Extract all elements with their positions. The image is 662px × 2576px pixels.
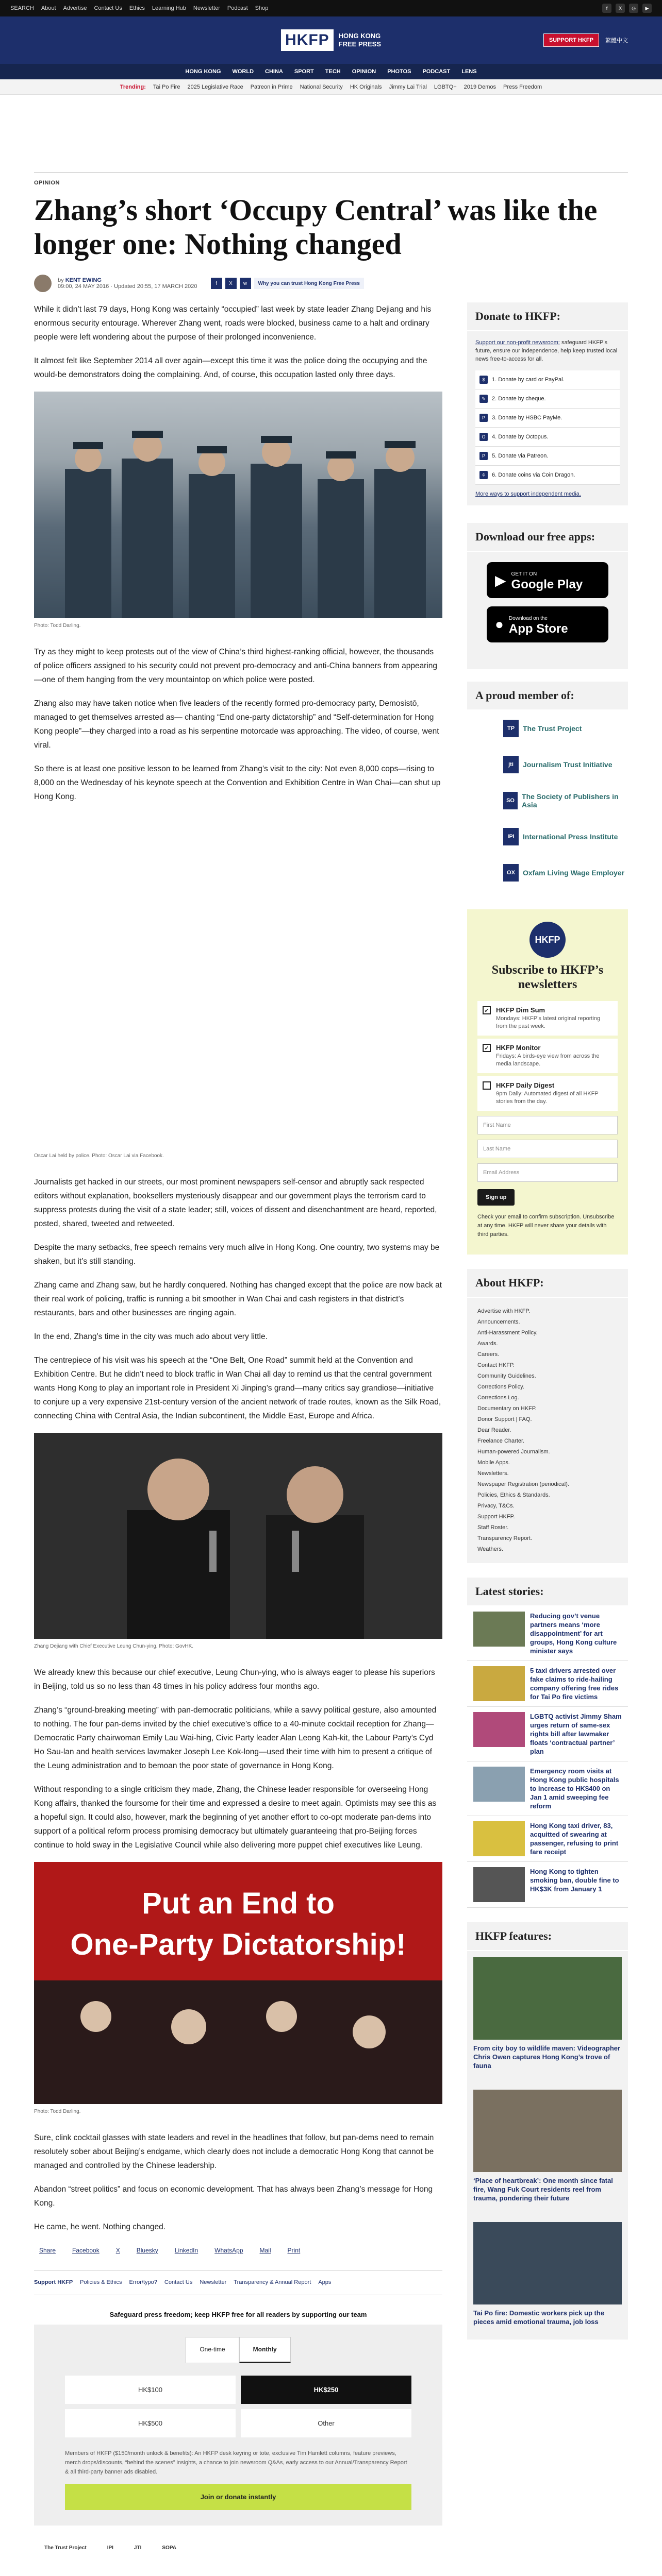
about-link[interactable]: Staff Roster. xyxy=(477,1524,509,1531)
about-link[interactable]: Awards. xyxy=(477,1341,498,1347)
hkfp-badge-icon: HKFP xyxy=(529,922,566,958)
photo-caption: Oscar Lai held by police. Photo: Oscar Lai via Facebook. xyxy=(34,1153,164,1159)
ipi-icon: IPI xyxy=(503,828,519,845)
amount-option[interactable]: Other xyxy=(241,2409,411,2437)
transparency-link[interactable]: Transparency & Annual Report xyxy=(234,2279,311,2285)
features-title: HKFP features: xyxy=(467,1922,628,1951)
support-button[interactable]: SUPPORT HKFP xyxy=(543,33,599,47)
sopa-logo[interactable]: SOPA xyxy=(162,2545,176,2551)
first-name-field[interactable]: First Name xyxy=(477,1116,618,1134)
donate-intro-link[interactable]: Support our non-profit newsroom: xyxy=(475,340,560,346)
amount-option[interactable]: HK$100 xyxy=(65,2376,236,2404)
latest-story[interactable]: Hong Kong to tighten smoking ban, double fine to HK$3K from January 1 xyxy=(467,1862,628,1908)
police-photo xyxy=(34,392,442,618)
trending-item[interactable]: National Security xyxy=(300,83,343,90)
nav-china[interactable]: CHINA xyxy=(265,69,283,75)
member-trust-project[interactable]: TP The Trust Project xyxy=(503,710,628,747)
about-link[interactable]: Corrections Policy. xyxy=(477,1384,524,1390)
donate-panel: Donate to HKFP: Support our non-profit newsroom: safeguard HKFP’s future, ensure our independence, help keep trusted local news free-to-access for all. $ 1. Donate by card or PayPal. ✎ 2. Donate by cheque. P 3. Donate by HSBC PayMe. O 4. Donate by Octopus. P 5. Donate via Patreon. ¢ 6. Donate coins via Coin Dragon. More ways to support independent media. xyxy=(467,302,628,505)
paragraph: He came, he went. Nothing changed. xyxy=(34,2223,166,2231)
newsletter-panel xyxy=(467,909,628,1255)
donate-option-card[interactable]: $ 1. Donate by card or PayPal. xyxy=(475,370,620,389)
social-icons xyxy=(602,4,652,13)
share-links xyxy=(34,2244,442,2258)
photo-caption: Photo: Todd Darling. xyxy=(34,2109,81,2114)
support-links xyxy=(34,2270,442,2295)
latest-story[interactable]: Reducing gov’t venue partners means ‘more disappointment’ for art groups, Hong Kong culture minister says xyxy=(467,1606,628,1661)
about-link[interactable]: Newspaper Registration (periodical). xyxy=(477,1481,569,1487)
share-x[interactable]: X xyxy=(115,2247,120,2254)
paragraph: It almost felt like September 2014 all over again—except this time it was the police doing the occupying and the would-be demonstrators doing the complaining. And, of course, this occupation lasted only three days. xyxy=(34,357,427,379)
oxfam-icon: OX xyxy=(503,864,519,882)
about-link[interactable]: Policies, Ethics & Standards. xyxy=(477,1492,550,1498)
tab-one-time[interactable]: One-time xyxy=(186,2337,239,2363)
topbar-ethics[interactable]: Ethics xyxy=(129,5,145,11)
feature-story[interactable]: Tai Po fire: Domestic workers pick up the pieces amid emotional trauma, job loss xyxy=(467,2216,628,2340)
donate-widget xyxy=(34,2325,442,2526)
features-panel xyxy=(467,1922,628,2340)
ad-space xyxy=(0,95,662,172)
donate-option-patreon[interactable]: P 5. Donate via Patreon. xyxy=(475,447,620,466)
zhang-leung-photo xyxy=(34,1433,442,1639)
share-whatsapp-icon[interactable]: w xyxy=(240,278,251,289)
paragraph: The centrepiece of his visit was his speech at the “One Belt, One Road” summit held at the Convention and Exhibition Centre. But he didn’t need to block traffic in Wan Chai all day to remind us that the central government wants Hong Kong to play an important role in President Xi Jinping’s grand—many critics say grandiose—initiative to conjure up a very expensive 21st-century version of the ancient network of trade routes, known as the Silk Road, connecting China with Central Asia, the Indian subcontinent, the Middle East, Europe and Africa. xyxy=(34,1356,441,1420)
trust-project-logo[interactable]: The Trust Project xyxy=(44,2545,87,2551)
embedded-facebook-photo xyxy=(34,814,442,1148)
donate-headline: Safeguard press freedom; keep HKFP free for all readers by supporting our team xyxy=(109,2311,367,2318)
trending-item[interactable]: Jimmy Lai Trial xyxy=(389,83,427,90)
trending-item[interactable]: HK Originals xyxy=(350,83,382,90)
apps-link[interactable]: Apps xyxy=(318,2279,332,2285)
trending-item[interactable]: 2019 Demos xyxy=(464,83,496,90)
signup-button[interactable]: Sign up xyxy=(477,1189,515,1206)
patreon-icon: P xyxy=(479,452,488,460)
coin-icon: ¢ xyxy=(479,471,488,479)
check-icon[interactable]: ✓ xyxy=(483,1006,491,1014)
search-link[interactable]: SEARCH xyxy=(10,5,34,11)
about-list xyxy=(467,1298,628,1563)
about-link[interactable]: Community Guidelines. xyxy=(477,1373,536,1379)
newsletter-option-daily-digest[interactable]: HKFP Daily Digest 9pm Daily: Automated digest of all HKFP stories from the day. xyxy=(477,1076,618,1111)
trending-label: Trending: xyxy=(120,83,146,90)
paragraph: So there is at least one positive lesson to be learned from Zhang’s visit to the city: Not even 8,000 cops—rising to 8,000 on the Wednesday of his keynote speech at the Convention and Exhibition Centre in Wan Chai—can shut up Hong Kong. xyxy=(34,765,441,801)
apple-icon: ● xyxy=(495,616,504,632)
feature-thumbnail xyxy=(473,1957,622,2040)
language-switch[interactable]: 繁體中文 xyxy=(605,38,628,44)
nav-sport[interactable]: SPORT xyxy=(294,69,314,75)
article-body xyxy=(34,302,442,2555)
octopus-icon: O xyxy=(479,433,488,441)
latest-story[interactable]: Hong Kong taxi driver, 83, acquitted of swearing at passenger, refusing to print fare receipt xyxy=(467,1816,628,1862)
check-icon[interactable]: ✓ xyxy=(483,1044,491,1052)
member-panel xyxy=(467,682,628,899)
article-category[interactable]: OPINION xyxy=(34,180,60,186)
about-link[interactable]: Advertise with HKFP. xyxy=(477,1308,531,1314)
x-icon[interactable]: X xyxy=(616,4,625,13)
topbar-shop[interactable]: Shop xyxy=(255,5,269,11)
protest-banner-photo xyxy=(34,1862,442,2104)
feature-thumbnail xyxy=(473,2222,622,2304)
last-name-field[interactable]: Last Name xyxy=(477,1140,618,1158)
share-whatsapp[interactable]: WhatsApp xyxy=(214,2247,243,2254)
member-title: A proud member of: xyxy=(467,682,628,710)
more-ways-link[interactable]: More ways to support independent media. xyxy=(475,491,581,497)
about-link[interactable]: Donor Support | FAQ. xyxy=(477,1416,532,1422)
paragraph: Journalists get hacked in our streets, our most prominent newspapers self-censor and abruptly sack respected editors without explanation, booksellers mysteriously disappear and our government plays the terrorism card to suppress protests during the visit of a state leader; still, voices of dissent and disenchantment are heard, reported, posted, shared, tweeted and retweeted. xyxy=(34,1178,437,1228)
paragraph: Zhang’s “ground-breaking meeting” with pan-democratic politicians, while a savvy political gesture, also amounted to nothing. The four pan-dems invited by the chief executive’s office to a 40-minute cocktail reception for Zhang—Democratic Party chairwoman Emily Lau Wai-hing, Civic Party leader Alan Leong Kah-kit, the Labour Party’s Cyd Ho Sau-lan and health services lawmaker Joseph Lee Kok-long—used their time with him to present a critique of the Leung administration and to bemoan the poor state of governance in Hong Kong. xyxy=(34,1706,437,1770)
police-illustration xyxy=(34,392,442,618)
about-link[interactable]: Announcements. xyxy=(477,1319,520,1325)
about-link[interactable]: Contact HKFP. xyxy=(477,1362,515,1368)
sidebar xyxy=(467,302,628,2555)
topbar-about[interactable]: About xyxy=(41,5,56,11)
protest-illustration xyxy=(34,1862,442,2104)
nav-lens[interactable]: LENS xyxy=(461,69,477,75)
paragraph: Without responding to a single criticism they made, Zhang, the Chinese leader responsible for overseeing Hong Kong affairs, thanked the foursome for their time and expressed a desire to meet again. Optimists may see this as a hopeful sign. It could also, however, mark the beginning of yet another effort to co-opt moderate pan-dems into support of a political reform process promising democracy but ultimately guaranteeing that pro-Beijing forces continue to hold sway in the Legislative Council while also delivering more puppet chief executives like Leung. xyxy=(34,1785,437,1850)
article-title: Zhang’s short ‘Occupy Central’ was like the longer one: Nothing changed xyxy=(34,193,598,261)
share-facebook[interactable]: Facebook xyxy=(72,2247,100,2254)
donate-option-coins[interactable]: ¢ 6. Donate coins via Coin Dragon. xyxy=(475,466,620,485)
nav-world[interactable]: WORLD xyxy=(232,69,254,75)
about-link[interactable]: Dear Reader. xyxy=(477,1427,511,1433)
paragraph: Zhang came and Zhang saw, but he hardly conquered. Nothing has changed except that the police are now back at their real work of policing, traffic is running a bit smoother in Wan Chai and cash registers in that district’s restaurants, bars and other businesses are ringing again. xyxy=(34,1281,442,1317)
feature-thumbnail xyxy=(473,2090,622,2172)
newsletter-title: Subscribe to HKFP’s newsletters xyxy=(491,963,604,991)
google-play-icon: ▶ xyxy=(495,572,506,588)
member-oxfam[interactable]: OX Oxfam Living Wage Employer xyxy=(503,855,628,891)
amount-option[interactable]: HK$500 xyxy=(65,2409,236,2437)
topbar-advertise[interactable]: Advertise xyxy=(63,5,87,11)
story-thumbnail xyxy=(473,1767,525,1802)
byline: by KENT EWING 09:00, 24 MAY 2016 · Updated 20:55, 17 MARCH 2020 f X w Why you can trust Hong Kong Free Press xyxy=(34,275,628,292)
nav-tech[interactable]: TECH xyxy=(325,69,341,75)
about-title: About HKFP: xyxy=(467,1269,628,1298)
about-link[interactable]: Corrections Log. xyxy=(477,1395,519,1401)
share-facebook-icon[interactable]: f xyxy=(211,278,222,289)
nav-podcast[interactable]: PODCAST xyxy=(422,69,451,75)
about-link[interactable]: Transparency Report. xyxy=(477,1535,532,1541)
topbar-learning[interactable]: Learning Hub xyxy=(152,5,186,11)
publish-date: 09:00, 24 MAY 2016 xyxy=(58,283,109,290)
share-label: Share xyxy=(39,2247,56,2254)
join-button[interactable]: Join or donate instantly xyxy=(65,2484,411,2510)
nav-hong-kong[interactable]: HONG KONG xyxy=(185,69,221,75)
footer-logos xyxy=(34,2541,442,2555)
share-linkedin[interactable]: LinkedIn xyxy=(174,2247,198,2254)
newsletter-link[interactable]: Newsletter xyxy=(200,2279,227,2285)
about-link[interactable]: Support HKFP. xyxy=(477,1514,515,1520)
feature-story[interactable]: From city boy to wildlife maven: Videographer Chris Owen captures Hong Kong’s trove of fauna xyxy=(467,1951,628,2083)
masthead xyxy=(0,16,662,64)
cheque-icon: ✎ xyxy=(479,395,488,403)
jti-icon: jti xyxy=(503,756,519,773)
member-sopa[interactable]: SO The Society of Publishers in Asia xyxy=(503,783,628,819)
donate-option-payme[interactable]: P 3. Donate by HSBC PayMe. xyxy=(475,409,620,428)
ipi-logo[interactable]: IPI xyxy=(107,2545,113,2551)
top-utility-bar xyxy=(0,0,662,16)
about-link[interactable]: Newsletters. xyxy=(477,1470,509,1477)
sopa-icon: SO xyxy=(503,792,518,809)
topbar-podcast[interactable]: Podcast xyxy=(227,5,248,11)
trending-item[interactable]: Tai Po Fire xyxy=(153,83,180,90)
member-jti[interactable]: jti Journalism Trust Initiative xyxy=(503,747,628,783)
paragraph: In the end, Zhang’s time in the city was much ado about very little. xyxy=(34,1332,268,1341)
about-link[interactable]: Careers. xyxy=(477,1351,500,1358)
checkbox-empty-icon[interactable] xyxy=(483,1081,491,1090)
trending-item[interactable]: Press Freedom xyxy=(503,83,542,90)
donate-title: Donate to HKFP: xyxy=(467,302,628,331)
newsletter-option-dim-sum[interactable]: ✓ HKFP Dim Sum Mondays: HKFP’s latest original reporting from the past week. xyxy=(477,1001,618,1036)
latest-title: Latest stories: xyxy=(467,1578,628,1606)
about-link[interactable]: Weathers. xyxy=(477,1546,503,1552)
latest-story[interactable]: Emergency room visits at Hong Kong public hospitals to increase to HK$400 on Jan 1 amid sweeping fee reform xyxy=(467,1761,628,1816)
support-hkfp-link[interactable]: Support HKFP xyxy=(34,2279,73,2285)
zhang-leung-illustration xyxy=(34,1433,442,1639)
nav-opinion[interactable]: OPINION xyxy=(352,69,376,75)
story-thumbnail xyxy=(473,1712,525,1747)
apps-title: Download our free apps: xyxy=(467,523,628,552)
share-mail[interactable]: Mail xyxy=(259,2247,271,2254)
nav-photos[interactable]: PHOTOS xyxy=(387,69,411,75)
main-nav xyxy=(0,64,662,79)
latest-story[interactable]: 5 taxi drivers arrested over fake claims to ride-hailing company offering free rides for Tai Po fire victims xyxy=(467,1661,628,1707)
donate-option-octopus[interactable]: O 4. Donate by Octopus. xyxy=(475,428,620,447)
banner-line-1: Put an End to xyxy=(142,1887,335,1920)
email-field[interactable]: Email Address xyxy=(477,1163,618,1182)
paragraph: Try as they might to keep protests out of the view of China’s third highest-ranking official, however, the thousands of police officers assigned to his security could not prevent pro-democracy and anti-China banners from appearing—one of them hanging from the very mountaintop on which police were posted. xyxy=(34,648,438,684)
google-play-button[interactable]: ▶ GET IT ON Google Play xyxy=(487,562,608,598)
updated-date: Updated 20:55, 17 MARCH 2020 xyxy=(114,283,197,290)
share-bluesky[interactable]: Bluesky xyxy=(136,2247,158,2254)
share-print[interactable]: Print xyxy=(287,2247,301,2254)
story-thumbnail xyxy=(473,1612,525,1647)
paragraph: Despite the many setbacks, free speech remains very much alive in Hong Kong. One country, two systems may be shaken, but it’s still standing. xyxy=(34,1243,440,1266)
story-thumbnail xyxy=(473,1666,525,1701)
about-link[interactable]: Freelance Charter. xyxy=(477,1438,525,1444)
paragraph: Zhang also may have taken notice when five leaders of the recently formed pro-democracy party, Demosistō, managed to get themselves arrested as— chanting “End one-party dictatorship” and “Self-determination for Hong Kong people”—they charged into a road as his serpentine motorcade was approaching. The video, of course, went viral. xyxy=(34,699,439,750)
site-logo[interactable]: HKFP HONG KONG FREE PRESS xyxy=(281,29,381,51)
story-thumbnail xyxy=(473,1821,525,1856)
error-link[interactable]: Error/typo? xyxy=(129,2279,157,2285)
about-link[interactable]: Human-powered Journalism. xyxy=(477,1449,550,1455)
payme-icon: P xyxy=(479,414,488,422)
paragraph: We already knew this because our chief executive, Leung Chun-ying, who is always eager to please his superiors in Beijing, told us so no less than 48 times in his policy address four months ago. xyxy=(34,1668,435,1691)
latest-panel xyxy=(467,1578,628,1908)
about-panel xyxy=(467,1269,628,1563)
newsletter-option-monitor[interactable]: ✓ HKFP Monitor Fridays: A birds-eye view from across the media landscape. xyxy=(477,1039,618,1073)
latest-story[interactable]: LGBTQ activist Jimmy Sham urges return of same-sex rights bill after lawmaker floats ‘contractual partner’ plan xyxy=(467,1707,628,1761)
facebook-icon[interactable]: f xyxy=(602,4,611,13)
photo-caption: Zhang Dejiang with Chief Executive Leung Chun-ying. Photo: GovHK. xyxy=(34,1643,194,1649)
about-link[interactable]: Anti-Harassment Policy. xyxy=(477,1330,538,1336)
photo-caption: Photo: Todd Darling. xyxy=(34,623,81,629)
share-x-icon[interactable]: X xyxy=(225,278,237,289)
apps-panel xyxy=(467,523,628,669)
member-ipi[interactable]: IPI International Press Institute xyxy=(503,819,628,855)
newsletter-fineprint: Check your email to confirm subscription. Unsubscribe at any time. HKFP will never share your details with third parties. xyxy=(477,1214,615,1238)
tab-monthly[interactable]: Monthly xyxy=(239,2337,291,2363)
contact-link[interactable]: Contact Us xyxy=(164,2279,193,2285)
banner-line-2: One-Party Dictatorship! xyxy=(70,1928,406,1961)
author-name[interactable]: KENT EWING xyxy=(65,277,102,283)
card-icon: $ xyxy=(479,376,488,384)
story-thumbnail xyxy=(473,1867,525,1902)
membership-fineprint: Members of HKFP ($150/month unlock & benefits): An HKFP desk keyring or tote, exclusive Tim Hamlett columns, feature previews, merch drops/discounts, “behind the scenes” insights, a chance to join newsroom Q&As, early access to our Annual/Transparency Report & all third-party banner ads disabled. xyxy=(65,2450,407,2475)
paragraph: While it didn’t last 79 days, Hong Kong was certainly “occupied” last week by state leader Zhang Dejiang and his enormous security entourage. Wherever Zhang went, roads were blocked, business came to a halt and ordinary people were left wondering about the purpose of their prolonged inconvenience. xyxy=(34,305,432,342)
why-trust-link[interactable]: Why you can trust Hong Kong Free Press xyxy=(254,278,364,289)
paragraph: Sure, clink cocktail glasses with state leaders and revel in the headlines that follow, but pan-dems need to remain resolutely sober about Beijing’s endgame, which clearly does not include a democratic Hong Kong that cannot be managed and controlled by the Chinese leadership. xyxy=(34,2133,434,2170)
amount-option-selected[interactable]: HK$250 xyxy=(241,2376,411,2404)
about-link[interactable]: Mobile Apps. xyxy=(477,1460,510,1466)
about-link[interactable]: Privacy, T&Cs. xyxy=(477,1503,515,1509)
jti-logo[interactable]: JTI xyxy=(134,2545,142,2551)
paragraph: Abandon “street politics” and focus on economic development. That has always been Zhang’s message for Hong Kong. xyxy=(34,2185,433,2208)
author-avatar xyxy=(34,275,52,292)
trending-item[interactable]: LGBTQ+ xyxy=(434,83,457,90)
donate-option-cheque[interactable]: ✎ 2. Donate by cheque. xyxy=(475,389,620,409)
policies-link[interactable]: Policies & Ethics xyxy=(80,2279,122,2285)
topbar-contact[interactable]: Contact Us xyxy=(94,5,122,11)
feature-story[interactable]: ‘Place of heartbreak’: One month since fatal fire, Wang Fuk Court residents reel from trauma, pondering their future xyxy=(467,2083,628,2216)
trust-project-icon: TP xyxy=(503,720,519,737)
instagram-icon[interactable]: ◎ xyxy=(629,4,638,13)
youtube-icon[interactable]: ▶ xyxy=(642,4,652,13)
app-store-button[interactable]: ● Download on the App Store xyxy=(487,606,608,642)
trending-bar xyxy=(0,79,662,95)
trending-item[interactable]: 2025 Legislative Race xyxy=(187,83,243,90)
topbar-newsletter[interactable]: Newsletter xyxy=(193,5,220,11)
trending-item[interactable]: Patreon in Prime xyxy=(250,83,293,90)
about-link[interactable]: Documentary on HKFP. xyxy=(477,1405,537,1412)
